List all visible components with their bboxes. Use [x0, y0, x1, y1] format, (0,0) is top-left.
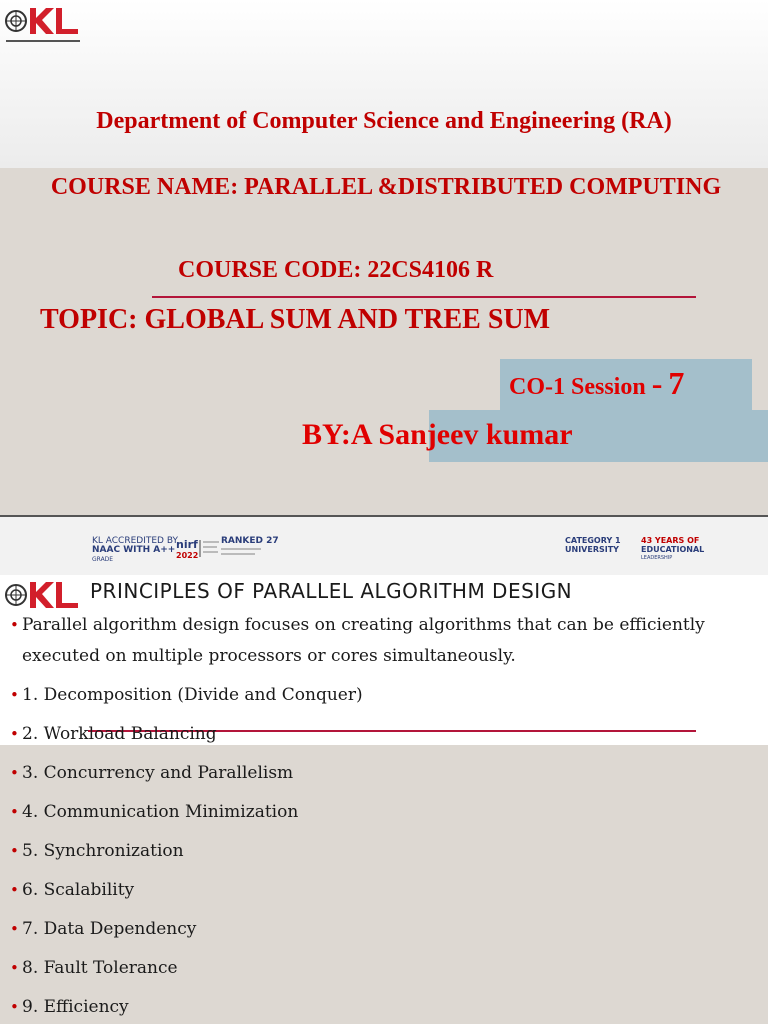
list-item: • Parallel algorithm design focuses on creating algorithms that can be efficiently executed on multiple processors or cores simultaneously.	[10, 610, 750, 672]
list-item: • 4. Communication Minimization	[10, 797, 750, 828]
accredited-line3: GRADE	[92, 556, 114, 563]
accredited-line1: KL ACCREDITED BY	[92, 536, 179, 546]
list-item: • 5. Synchronization	[10, 836, 750, 867]
list-item: • 6. Scalability	[10, 875, 750, 906]
course-code: COURSE CODE: 22CS4106 R	[178, 257, 494, 283]
category-line1: CATEGORY 1	[565, 536, 621, 545]
list-item: • 1. Decomposition (Divide and Conquer)	[10, 680, 750, 711]
topic-heading: TOPIC: GLOBAL SUM AND TREE SUM	[40, 304, 551, 335]
course-name: COURSE NAME: PARALLEL &DISTRIBUTED COMPUTING	[50, 174, 722, 200]
list-item: • 7. Data Dependency	[10, 914, 750, 945]
years-line1: 43 YEARS OF	[641, 536, 700, 545]
slide-header-band	[0, 0, 768, 168]
ranked-subtext-bar	[221, 553, 255, 555]
svg-text:2022: 2022	[176, 551, 199, 559]
category-badge	[565, 536, 621, 554]
content-slide	[0, 575, 768, 1024]
accredited-line2: NAAC WITH A++	[92, 545, 176, 555]
co-session-dash: -	[651, 365, 663, 401]
co-session-number: 7	[668, 365, 685, 401]
ranked-line1: RANKED 27	[221, 536, 279, 546]
co-session-label: CO-1 Session	[509, 374, 646, 400]
list-item: • 3. Concurrency and Parallelism	[10, 758, 750, 789]
principles-list	[10, 610, 750, 1024]
svg-text:nirf: nirf	[176, 538, 198, 551]
list-item: • 9. Efficiency	[10, 992, 750, 1023]
years-badge	[641, 536, 704, 563]
divider-line	[152, 296, 696, 298]
list-item: • 8. Fault Tolerance	[10, 953, 750, 984]
years-line3: LEADERSHIP	[641, 555, 673, 561]
co-session	[509, 365, 684, 402]
years-line2: EDUCATIONAL	[641, 545, 705, 554]
department-heading: Department of Computer Science and Engineering (RA)	[96, 108, 672, 134]
naac-badge	[92, 537, 178, 564]
kl-university-logo	[4, 4, 84, 46]
ranked-subtext-bar	[221, 548, 261, 550]
slide-title: PRINCIPLES OF PARALLEL ALGORITHM DESIGN	[90, 579, 573, 603]
author-name: BY:A Sanjeev kumar	[302, 418, 573, 451]
category-line2: UNIVERSITY	[565, 545, 619, 554]
nirf-rank	[221, 537, 279, 555]
list-item: • 2. Workload Balancing	[10, 719, 750, 750]
nirf-logo	[176, 537, 220, 559]
